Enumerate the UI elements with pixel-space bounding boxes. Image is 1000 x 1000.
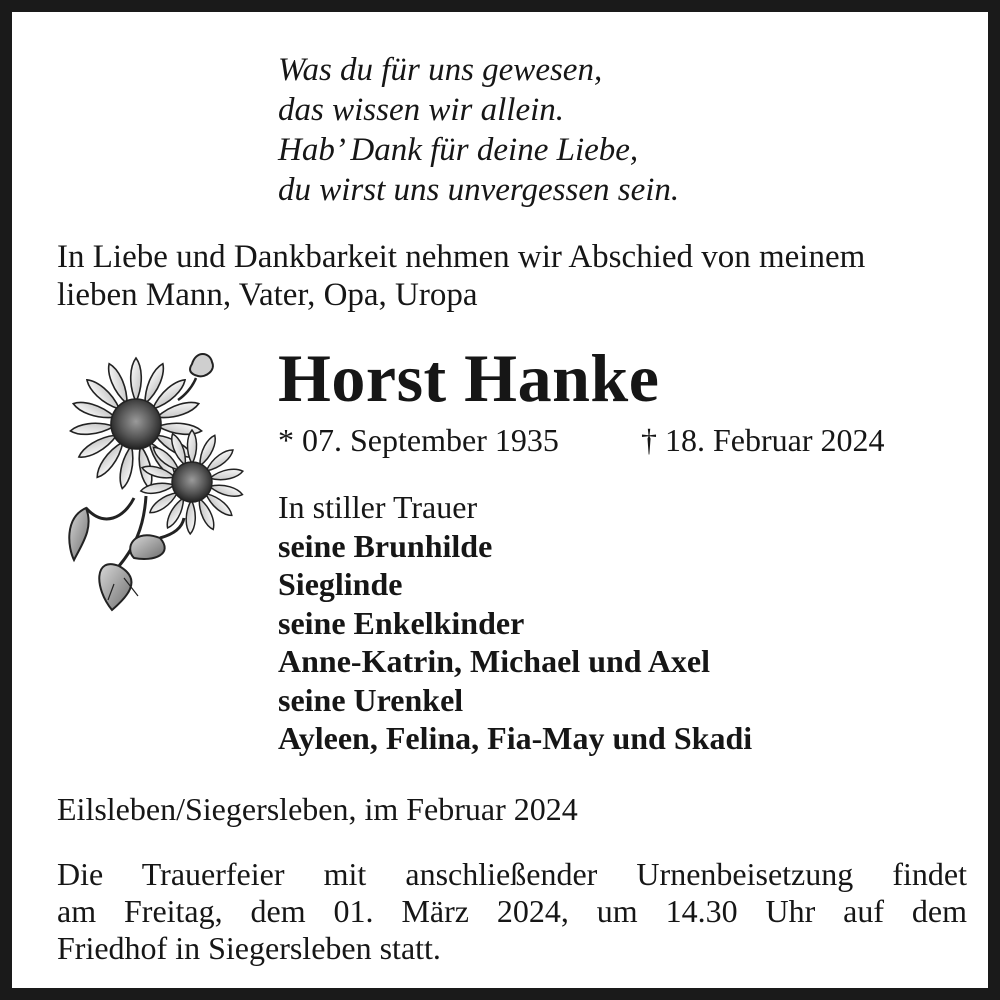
poem-line: du wirst uns unvergessen sein. bbox=[278, 172, 680, 208]
mourner-name: seine Enkelkinder bbox=[278, 604, 525, 641]
mourner-name: Sieglinde bbox=[278, 566, 403, 602]
mourner-name: seine Brunhilde bbox=[278, 527, 493, 564]
intro-line: In Liebe und Dankbarkeit nehmen wir Abschied von meinem bbox=[57, 239, 866, 275]
life-dates bbox=[278, 420, 958, 460]
mourner-name: Anne-Katrin, Michael und Axel bbox=[278, 643, 711, 679]
deceased-name: Horst Hanke bbox=[278, 340, 660, 416]
place-date: Eilsleben/Siegersleben, im Februar 2024 bbox=[57, 791, 578, 827]
sunflower-illustration bbox=[64, 348, 244, 612]
poem-line: Hab’ Dank für deine Liebe, bbox=[278, 132, 639, 168]
mourners-list bbox=[278, 488, 978, 758]
poem bbox=[278, 50, 878, 210]
death-date: † 18. Februar 2024 bbox=[641, 422, 885, 458]
funeral-line: Friedhof in Siegersleben statt. bbox=[57, 930, 441, 966]
intro-line: lieben Mann, Vater, Opa, Uropa bbox=[57, 277, 478, 313]
mourners-intro: In stiller Trauer bbox=[278, 489, 478, 525]
birth-date: * 07. September 1935 bbox=[278, 422, 559, 458]
intro-text bbox=[57, 238, 972, 314]
mourner-name: seine Urenkel bbox=[278, 681, 464, 718]
poem-line: das wissen wir allein. bbox=[278, 92, 565, 128]
funeral-line: am Freitag, dem 01. März 2024, um 14.30 Uhr auf dem bbox=[57, 893, 967, 929]
funeral-notice bbox=[57, 856, 967, 967]
funeral-line: Die Trauerfeier mit anschließender Urnenbeisetzung findet bbox=[57, 856, 967, 892]
mourner-name: Ayleen, Felina, Fia-May und Skadi bbox=[278, 720, 753, 756]
poem-line: Was du für uns gewesen, bbox=[278, 52, 603, 88]
